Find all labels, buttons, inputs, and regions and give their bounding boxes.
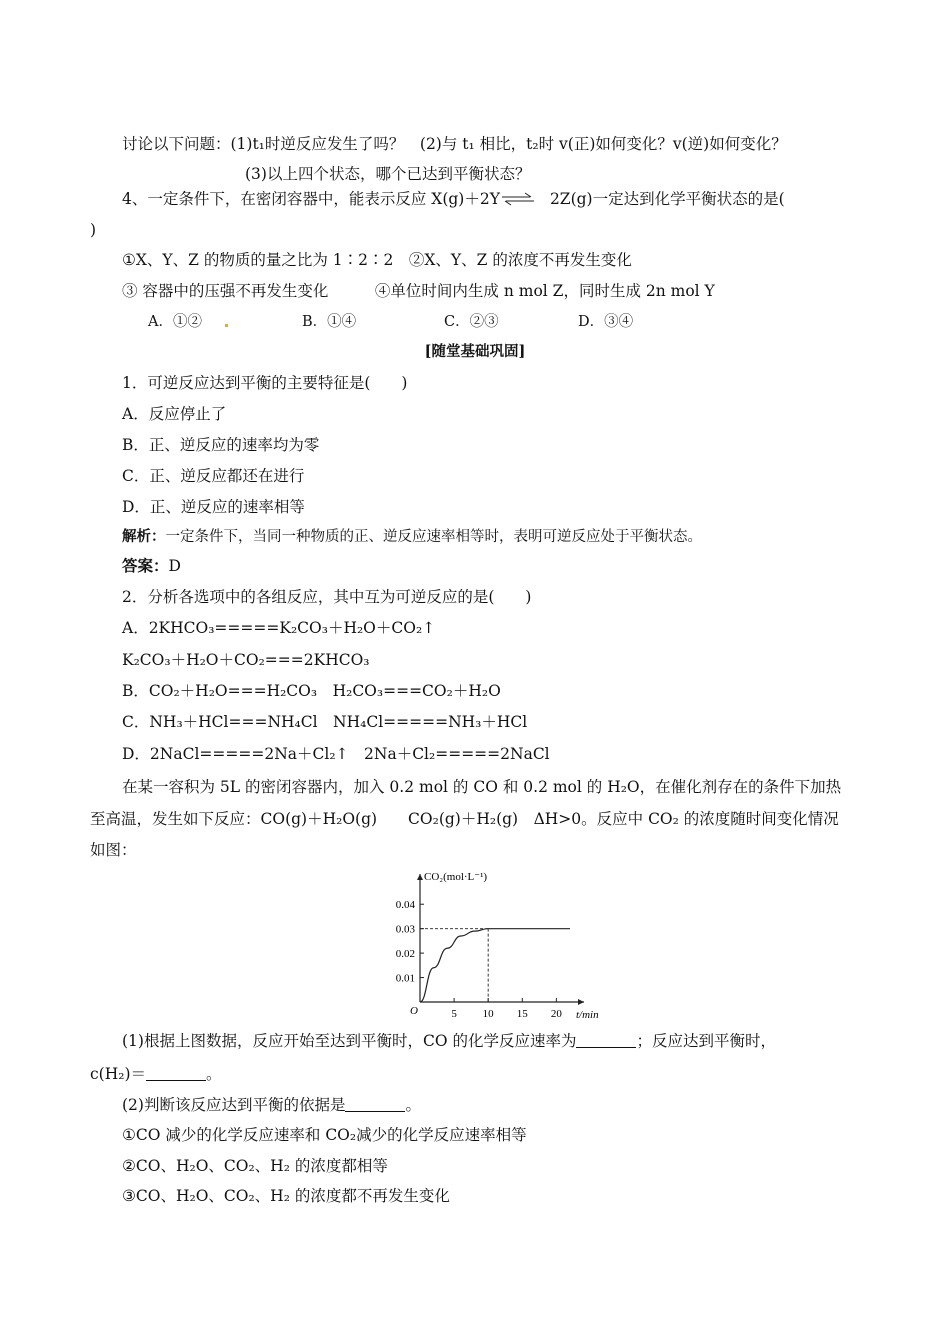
problem-1-option-a-text: A．反应停止了 bbox=[122, 405, 227, 423]
q4-text-b: 2Z(g)一定达到化学平衡状态的是( bbox=[549, 190, 785, 208]
chart-marks bbox=[396, 871, 599, 1021]
problem-1-text: 1．可逆反应达到平衡的主要特征是( ) bbox=[122, 374, 408, 392]
problem-1-option-b-text: B．正、逆反应的速率均为零 bbox=[122, 436, 320, 454]
analysis-label: 解析： bbox=[122, 528, 166, 545]
problem-3-text-3: 如图： bbox=[90, 841, 137, 859]
problem-3-line-1 bbox=[122, 777, 841, 797]
q4-choice-d-text: D．③④ bbox=[578, 314, 634, 330]
problem-3-line-2 bbox=[90, 809, 839, 829]
problem-1-option-d-text: D．正、逆反应的速率相等 bbox=[122, 498, 305, 516]
q4-choice-a bbox=[148, 312, 202, 332]
q4-choice-b bbox=[302, 312, 356, 332]
analysis-text: 一定条件下，当同一种物质的正、逆反应速率相等时，表明可逆反应处于平衡状态。 bbox=[165, 529, 702, 545]
answer-label: 答案： bbox=[122, 556, 169, 575]
question-4-close bbox=[90, 220, 96, 240]
problem-1-option-c bbox=[122, 466, 304, 486]
y-axis-label: CO₂(mol·L⁻¹) bbox=[424, 871, 488, 883]
x-axis-label: t/min bbox=[576, 1009, 599, 1021]
discussion-text-2: (3)以上四个状态，哪个已达到平衡状态？ bbox=[245, 165, 531, 183]
discussion-text-1: 讨论以下问题：(1)t₁时逆反应发生了吗？ (2)与 t₁ 相比，t₂时 v(正)如何变化？v(逆)如何变化？ bbox=[122, 135, 787, 153]
statement-2-text: ②CO、H₂O、CO₂、H₂ 的浓度都相等 bbox=[122, 1157, 388, 1175]
co2-concentration-line bbox=[420, 929, 570, 1002]
problem-2-text: 2．分析各选项中的各组反应，其中互为可逆反应的是( ) bbox=[122, 588, 532, 606]
problem-1-option-d bbox=[122, 497, 305, 517]
q4-choice-b-text: B．①④ bbox=[302, 314, 357, 330]
problem-2-stem bbox=[122, 587, 531, 607]
problem-2-option-a-2 bbox=[122, 650, 370, 670]
problem-2-option-d-text: D．2NaCl=====2Na＋Cl₂↑ 2Na＋Cl₂=====2NaCl bbox=[122, 745, 550, 763]
q4-choice-c bbox=[444, 312, 499, 332]
problem-3-text-2: 至高温，发生如下反应：CO(g)＋H₂O(g) CO₂(g)＋H₂(g) ΔH>0。反应中 CO₂ 的浓度随时间变化情况 bbox=[90, 810, 839, 828]
q4-statement-1 bbox=[122, 250, 632, 270]
section-heading-text: [随堂基础巩固] bbox=[424, 343, 526, 360]
subquestion-1-line-1 bbox=[122, 1031, 776, 1051]
subquestion-1-text-b: ；反应达到平衡时， bbox=[636, 1032, 776, 1050]
q4-choice-d bbox=[578, 312, 633, 332]
problem-2-option-a-1-text: A．2KHCO₃=====K₂CO₃＋H₂O＋CO₂↑ bbox=[122, 619, 436, 637]
x-axis-arrow-icon bbox=[578, 999, 584, 1005]
question-4-stem bbox=[122, 189, 785, 209]
problem-1-option-c-text: C．正、逆反应都还在进行 bbox=[122, 467, 305, 485]
statement-1 bbox=[122, 1125, 527, 1145]
y-axis-arrow-icon bbox=[417, 874, 423, 880]
problem-3-line-3 bbox=[90, 840, 137, 860]
problem-2-option-b bbox=[122, 681, 501, 701]
q4-statement-2 bbox=[122, 281, 715, 301]
problem-1-option-a bbox=[122, 404, 226, 424]
answer-blank-1[interactable] bbox=[576, 1033, 636, 1048]
stray-mark bbox=[225, 324, 228, 327]
y-tick-label: 0.02 bbox=[395, 948, 415, 961]
subquestion-2 bbox=[122, 1095, 421, 1115]
statement-1-text: ①CO 减少的化学反应速率和 CO₂减少的化学反应速率相等 bbox=[122, 1126, 527, 1144]
problem-2-option-a-2-text: K₂CO₃＋H₂O＋CO₂===2KHCO₃ bbox=[122, 651, 370, 669]
q4-statement-1-text: ①X、Y、Z 的物质的量之比为 1∶2∶2 ②X、Y、Z 的浓度不再发生变化 bbox=[122, 251, 632, 269]
statement-2 bbox=[122, 1156, 388, 1176]
analysis bbox=[122, 527, 702, 547]
subquestion-2-text: (2)判断该反应达到平衡的依据是 bbox=[122, 1096, 346, 1114]
discussion-line-2 bbox=[245, 164, 530, 184]
problem-2-option-a-1 bbox=[122, 618, 435, 638]
answer-blank-2[interactable] bbox=[146, 1066, 206, 1081]
equilibrium-arrow-icon bbox=[500, 192, 536, 206]
x-tick-label: 10 bbox=[482, 1008, 494, 1020]
subquestion-2-end: 。 bbox=[405, 1096, 421, 1114]
subquestion-1-text-d: 。 bbox=[206, 1065, 222, 1083]
answer-value: D bbox=[168, 557, 181, 575]
y-tick-label: 0.04 bbox=[395, 899, 415, 912]
section-heading bbox=[0, 342, 950, 362]
statement-3-text: ③CO、H₂O、CO₂、H₂ 的浓度都不再发生变化 bbox=[122, 1187, 450, 1205]
problem-1-option-b bbox=[122, 435, 319, 455]
q4-choice-c-text: C．②③ bbox=[444, 314, 499, 330]
q4-statement-2-text: ③ 容器中的压强不再发生变化 ④单位时间内生成 n mol Z，同时生成 2n mol Y bbox=[122, 282, 715, 300]
problem-2-option-c-text: C．NH₃＋HCl===NH₄Cl NH₄Cl=====NH₃＋HCl bbox=[122, 713, 528, 731]
co2-concentration-chart bbox=[370, 866, 600, 1026]
x-tick-label: 15 bbox=[516, 1008, 528, 1020]
discussion-line-1 bbox=[122, 134, 787, 154]
problem-3-text-1: 在某一容积为 5L 的密闭容器内，加入 0.2 mol 的 CO 和 0.2 mol 的 H₂O，在催化剂存在的条件下加热 bbox=[122, 778, 842, 796]
answer bbox=[122, 556, 181, 576]
statement-3 bbox=[122, 1186, 450, 1206]
subquestion-1-text-c: c(H₂)＝ bbox=[90, 1065, 147, 1083]
y-tick-label: 0.01 bbox=[395, 972, 415, 985]
problem-1-stem bbox=[122, 373, 407, 393]
problem-2-option-d bbox=[122, 744, 550, 764]
q4-text-c: ) bbox=[90, 221, 97, 239]
problem-2-option-b-text: B．CO₂＋H₂O===H₂CO₃ H₂CO₃===CO₂＋H₂O bbox=[122, 682, 501, 700]
y-tick-label: 0.03 bbox=[395, 923, 415, 936]
answer-blank-3[interactable] bbox=[345, 1097, 405, 1112]
origin-label: O bbox=[410, 1005, 418, 1017]
q4-text-a: 4、一定条件下，在密闭容器中，能表示反应 X(g)＋2Y bbox=[122, 190, 500, 208]
problem-2-option-c bbox=[122, 712, 527, 732]
subquestion-1-text-a: (1)根据上图数据，反应开始至达到平衡时，CO 的化学反应速率为 bbox=[122, 1032, 577, 1050]
x-tick-label: 20 bbox=[550, 1008, 562, 1020]
q4-choice-a-text: A．①② bbox=[148, 314, 202, 330]
subquestion-1-line-2 bbox=[90, 1064, 222, 1084]
x-tick-label: 5 bbox=[451, 1008, 457, 1020]
